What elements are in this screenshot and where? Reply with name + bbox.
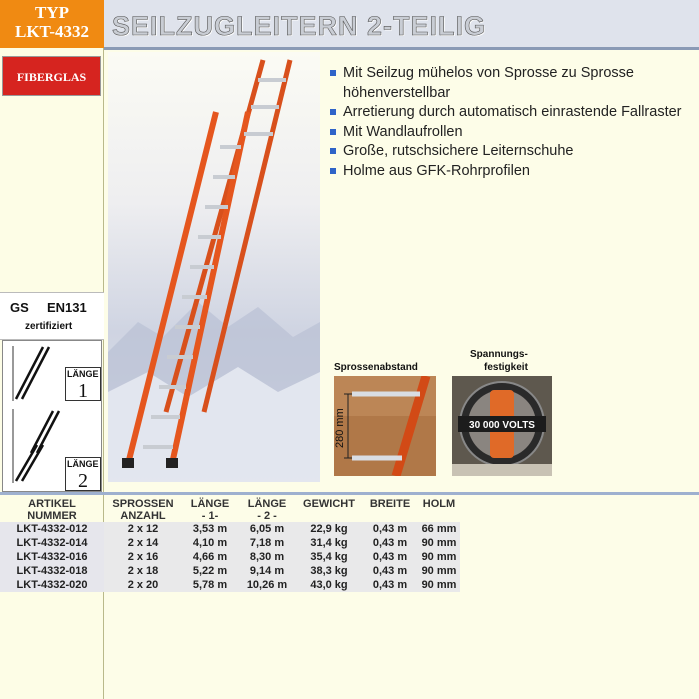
length-2-box [65,457,101,491]
page-title: SEILZUGLEITERN 2-TEILIG [112,11,487,41]
header-width: BREITE [369,498,411,510]
table-row: LKT-4332-012 2 x 12 3,53 m 6,05 m 22,9 kg 0,43 m 66 mm [0,522,460,536]
tension-title-line1: Spannungs- [470,349,528,360]
table-row: LKT-4332-014 2 x 14 4,10 m 7,18 m 31,4 kg 0,43 m 90 mm [0,536,460,550]
certified-label: zertifiziert [25,321,73,332]
header-weight: GEWICHT [303,498,355,510]
bullet-icon [330,129,336,135]
header-underline [104,47,699,50]
specifications-table [0,498,460,592]
header-length-2: LÄNGE - 2 - [247,498,287,522]
feature-item: Große, rutschsichere Leiternschuhe [330,142,690,162]
length-2-label: LÄNGE [67,459,99,469]
table-row: LKT-4332-016 2 x 16 4,66 m 8,30 m 35,4 kg 0,43 m 90 mm [0,550,460,564]
bullet-icon [330,70,336,76]
material-badge: FIBERGLAS [2,56,101,96]
tension-figure [452,376,552,476]
header-rungs: SPROSSEN ANZAHL [112,498,174,522]
length-legend [2,340,102,492]
length-1-label: LÄNGE [67,369,99,379]
bullet-icon [330,148,336,154]
norm-label: EN131 [47,300,87,315]
bullet-icon [330,168,336,174]
bullet-icon [330,109,336,115]
feature-list [330,64,690,181]
table-row: LKT-4332-018 2 x 18 5,22 m 9,14 m 38,3 kg 0,43 m 90 mm [0,564,460,578]
feature-item: Arretierung durch automatisch einrastende Fallraster [330,103,690,123]
feature-item: Mit Wandlaufrollen [330,123,690,143]
type-box [0,0,104,48]
header-article: ARTIKEL NUMMER [27,498,77,522]
section-divider [0,492,699,495]
volts-label: 30 000 VOLTS [469,420,535,431]
tension-title-line2: festigkeit [484,362,528,373]
model-number: LKT-4332 [14,22,89,41]
length-1-box [65,367,101,401]
gs-mark: GS [10,300,29,315]
rung-spacing-dimension: 280 mm [334,408,346,448]
table-header-row [0,498,460,522]
rung-spacing-figure [334,376,436,476]
feature-item: Mit Seilzug mühelos von Sprosse zu Sprosse höhenverstellbar [330,64,690,103]
length-2-number: 2 [78,470,88,492]
feature-item: Holme aus GFK-Rohrprofilen [330,162,690,182]
length-1-number: 1 [78,380,88,402]
header-rail: HOLM [422,498,456,510]
ladder-photo [108,52,320,482]
header-length-1: LÄNGE - 1- [190,498,230,522]
table-row: LKT-4332-020 2 x 20 5,78 m 10,26 m 43,0 kg 0,43 m 90 mm [0,578,460,592]
type-label: TYP [35,3,69,22]
rung-spacing-title: Sprossenabstand [334,362,418,373]
